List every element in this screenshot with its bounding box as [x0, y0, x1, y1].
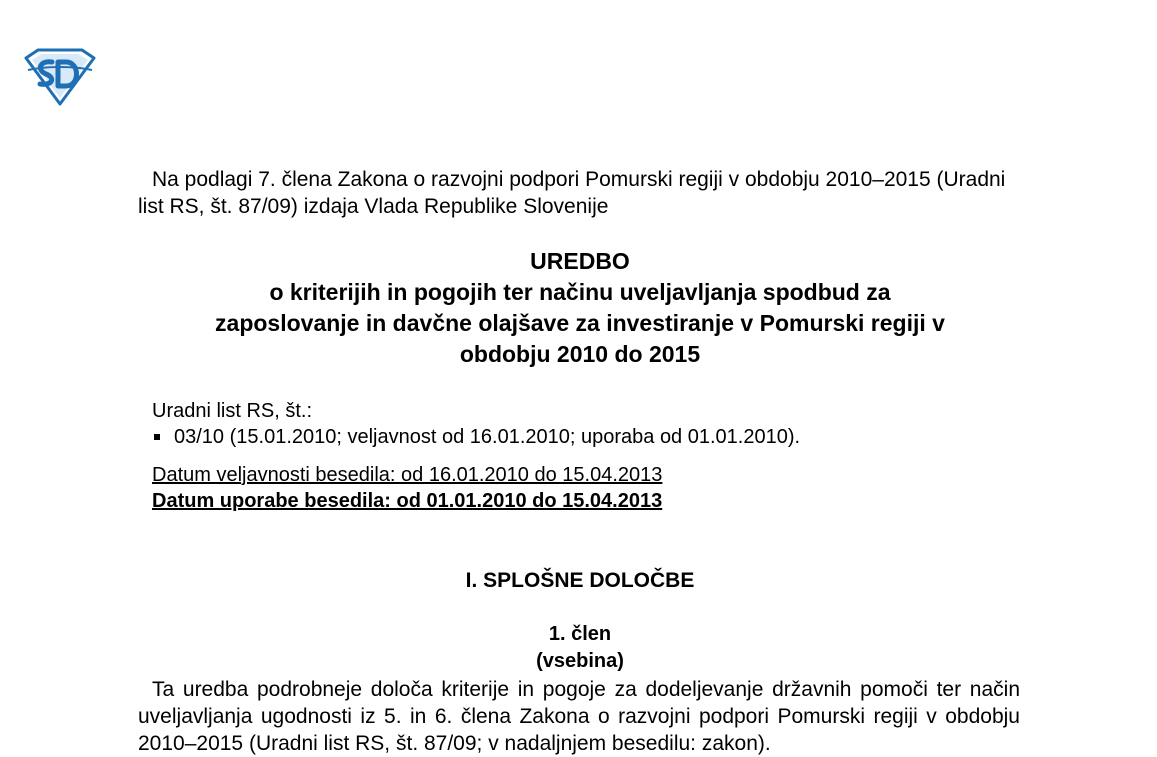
preamble-text: Na podlagi 7. člena Zakona o razvojni podpori Pomurski regiji v obdobju 2010–2015 (Uradni list RS, št. 87/09) izdaja Vlada Republike Slovenije	[138, 168, 1006, 218]
title-line-3: obdobju 2010 do 2015	[459, 341, 701, 367]
bullet-icon	[154, 434, 160, 440]
title-heading: UREDBO	[530, 248, 630, 274]
use-date: Datum uporabe besedila: od 01.01.2010 do 15.04.2013	[152, 490, 663, 512]
section-title: I. SPLOŠNE DOLOČBE	[465, 569, 695, 592]
title-line-2: zaposlovanje in davčne olajšave za investiranje v Pomurski regiji v	[215, 310, 945, 336]
article-header	[138, 621, 1022, 675]
validity-dates	[152, 462, 662, 514]
gazette-label: Uradni list RS, št.:	[152, 400, 313, 422]
article-number: 1. člen	[548, 623, 612, 645]
gazette-entry	[152, 424, 800, 450]
logo-icon	[22, 48, 98, 106]
document-title	[138, 246, 1022, 370]
gazette-entry-text: 03/10 (15.01.2010; veljavnost od 16.01.2010; uporaba od 01.01.2010).	[174, 426, 801, 448]
validity-date: Datum veljavnosti besedila: od 16.01.2010 do 15.04.2013	[152, 464, 663, 486]
gazette-reference	[152, 398, 800, 450]
article-subject: (vsebina)	[536, 650, 624, 672]
article-body: Ta uredba podrobneje določa kriterije in pogoje za dodeljevanje državnih pomoči ter način uveljavljanja ugodnosti iz 5. in 6. člena Zakona o razvojni podpori Pomurski regiji v obdobju 2010–2015 (Uradni list RS, št. 87/09; v nadaljnjem besedilu: zakon).	[138, 678, 1020, 755]
title-line-1: o kriterijih in pogojih ter načinu uveljavljanja spodbud za	[269, 279, 891, 305]
